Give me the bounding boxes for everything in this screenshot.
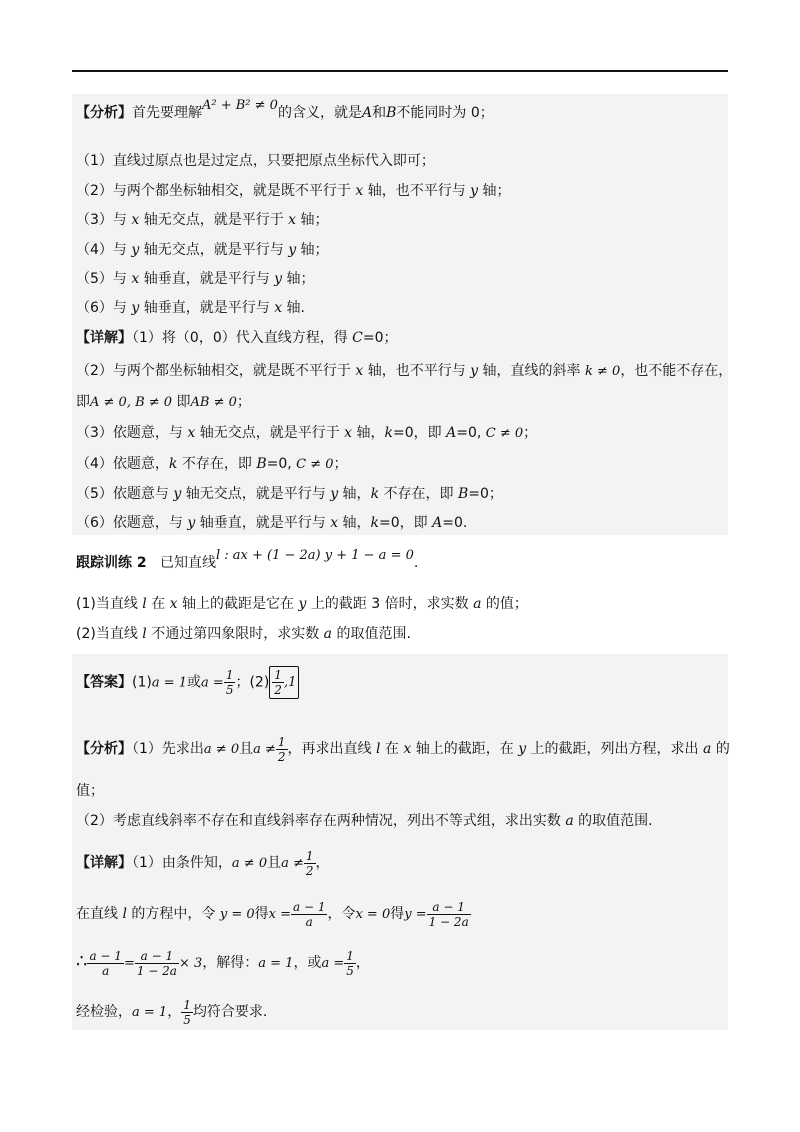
detail2-line-3: ∴ $\frac{a - 1}{a}$ = $\frac{a - 1}{1 - 2a}$ × 3，解得：a = 1，或a = $\frac{1}{5}$ ， (76, 948, 370, 978)
detail-line-1: 【详解】（1）将（0，0）代入直线方程，得 C=0； (76, 330, 398, 346)
detail2-line-1: 【详解】（1）由条件知，a ≠ 0且a ≠ $\frac{1}{2}$ ， (76, 848, 330, 878)
therefore-symbol: ∴ (76, 951, 88, 972)
detail-line-5: （4）依题意，k 不存在，即 B=0, C ≠ 0； (76, 456, 348, 472)
interval-bracket: $\frac{1}{2}$ ,1 (269, 666, 299, 699)
analysis-item-2: （2）与两个都坐标轴相交，就是既不平行于 x 轴，也不平行与 y 轴； (76, 183, 511, 199)
detail2-line-2: 在直线 l 的方程中，令 y = 0得x = $\frac{a - 1}{a}$ ，令x = 0得y = $\frac{a - 1}{1 - 2a}$ (76, 899, 469, 929)
training-tag: 跟踪训练 2 (76, 555, 147, 571)
question-2: (2)当直线 l 不通过第四象限时，求实数 a 的取值范围. (76, 626, 411, 642)
answer-tag: 【答案】 (76, 674, 132, 691)
header-rule (72, 70, 728, 72)
fraction-one-fifth: $\frac{1}{5}$ (225, 668, 234, 697)
line-equation: l : ax + (1 − 2a) y + 1 − a = 0 (215, 548, 414, 563)
detail-line-2: （2）与两个都坐标轴相交，就是既不平行于 x 轴，也不平行与 y 轴，直线的斜率 k ≠ 0，也不能不存在， (76, 363, 733, 379)
detail-line-6: （5）依题意与 y 轴无交点，就是平行与 y 轴，k 不存在，即 B=0； (76, 486, 503, 502)
training-title: 跟踪训练 2 已知直线l : ax + (1 − 2a) y + 1 − a = 0. (76, 548, 419, 571)
analysis-line-1: 【分析】首先要理解A² + B² ≠ 0的含义，就是A和B不能同时为 0； (76, 98, 494, 121)
analysis-tag: 【分析】 (76, 105, 132, 121)
analysis-item-4: （4）与 y 轴无交点，就是平行与 y 轴； (76, 242, 329, 258)
detail2-line-4: 经检验，a = 1， $\frac{1}{5}$ 均符合要求. (76, 997, 268, 1027)
detail-line-7: （6）依题意，与 y 轴垂直，就是平行与 x 轴，k=0，即 A=0. (76, 515, 468, 531)
analysis2-tag: 【分析】 (76, 741, 132, 757)
detail2-tag: 【详解】 (76, 855, 132, 871)
analysis-item-5: （5）与 x 轴垂直，就是平行与 y 轴； (76, 271, 315, 287)
detail-line-4: （3）依题意，与 x 轴无交点，就是平行于 x 轴，k=0，即 A=0, C ≠ 0； (76, 425, 538, 441)
analysis-item-6: （6）与 y 轴垂直，就是平行与 x 轴. (76, 300, 305, 316)
question-1: (1)当直线 l 在 x 轴上的截距是它在 y 上的截距 3 倍时，求实数 a 的值； (76, 596, 528, 612)
analysis2-line-2: 值； (76, 783, 104, 799)
detail-tag: 【详解】 (76, 330, 132, 346)
formula-a2-b2: A² + B² ≠ 0 (202, 98, 278, 113)
analysis-item-3: （3）与 x 轴无交点，就是平行于 x 轴； (76, 212, 329, 228)
detail-line-3: 即A ≠ 0, B ≠ 0 即AB ≠ 0； (76, 394, 251, 410)
answer-line: 【答案】(1)a = 1或a = $\frac{1}{5}$ ；(2) $\frac{1}{2}$ ,1 (76, 666, 299, 699)
analysis-item-1: （1）直线过原点也是过定点，只要把原点坐标代入即可； (76, 153, 435, 169)
analysis2-line-1: 【分析】（1）先求出a ≠ 0且a ≠ $\frac{1}{2}$ ，再求出直线 l 在 x 轴上的截距，在 y 上的截距，列出方程，求出 a 的 (76, 734, 730, 764)
analysis2-line-3: （2）考虑直线斜率不存在和直线斜率存在两种情况，列出不等式组，求出实数 a 的取值范围. (76, 813, 653, 829)
